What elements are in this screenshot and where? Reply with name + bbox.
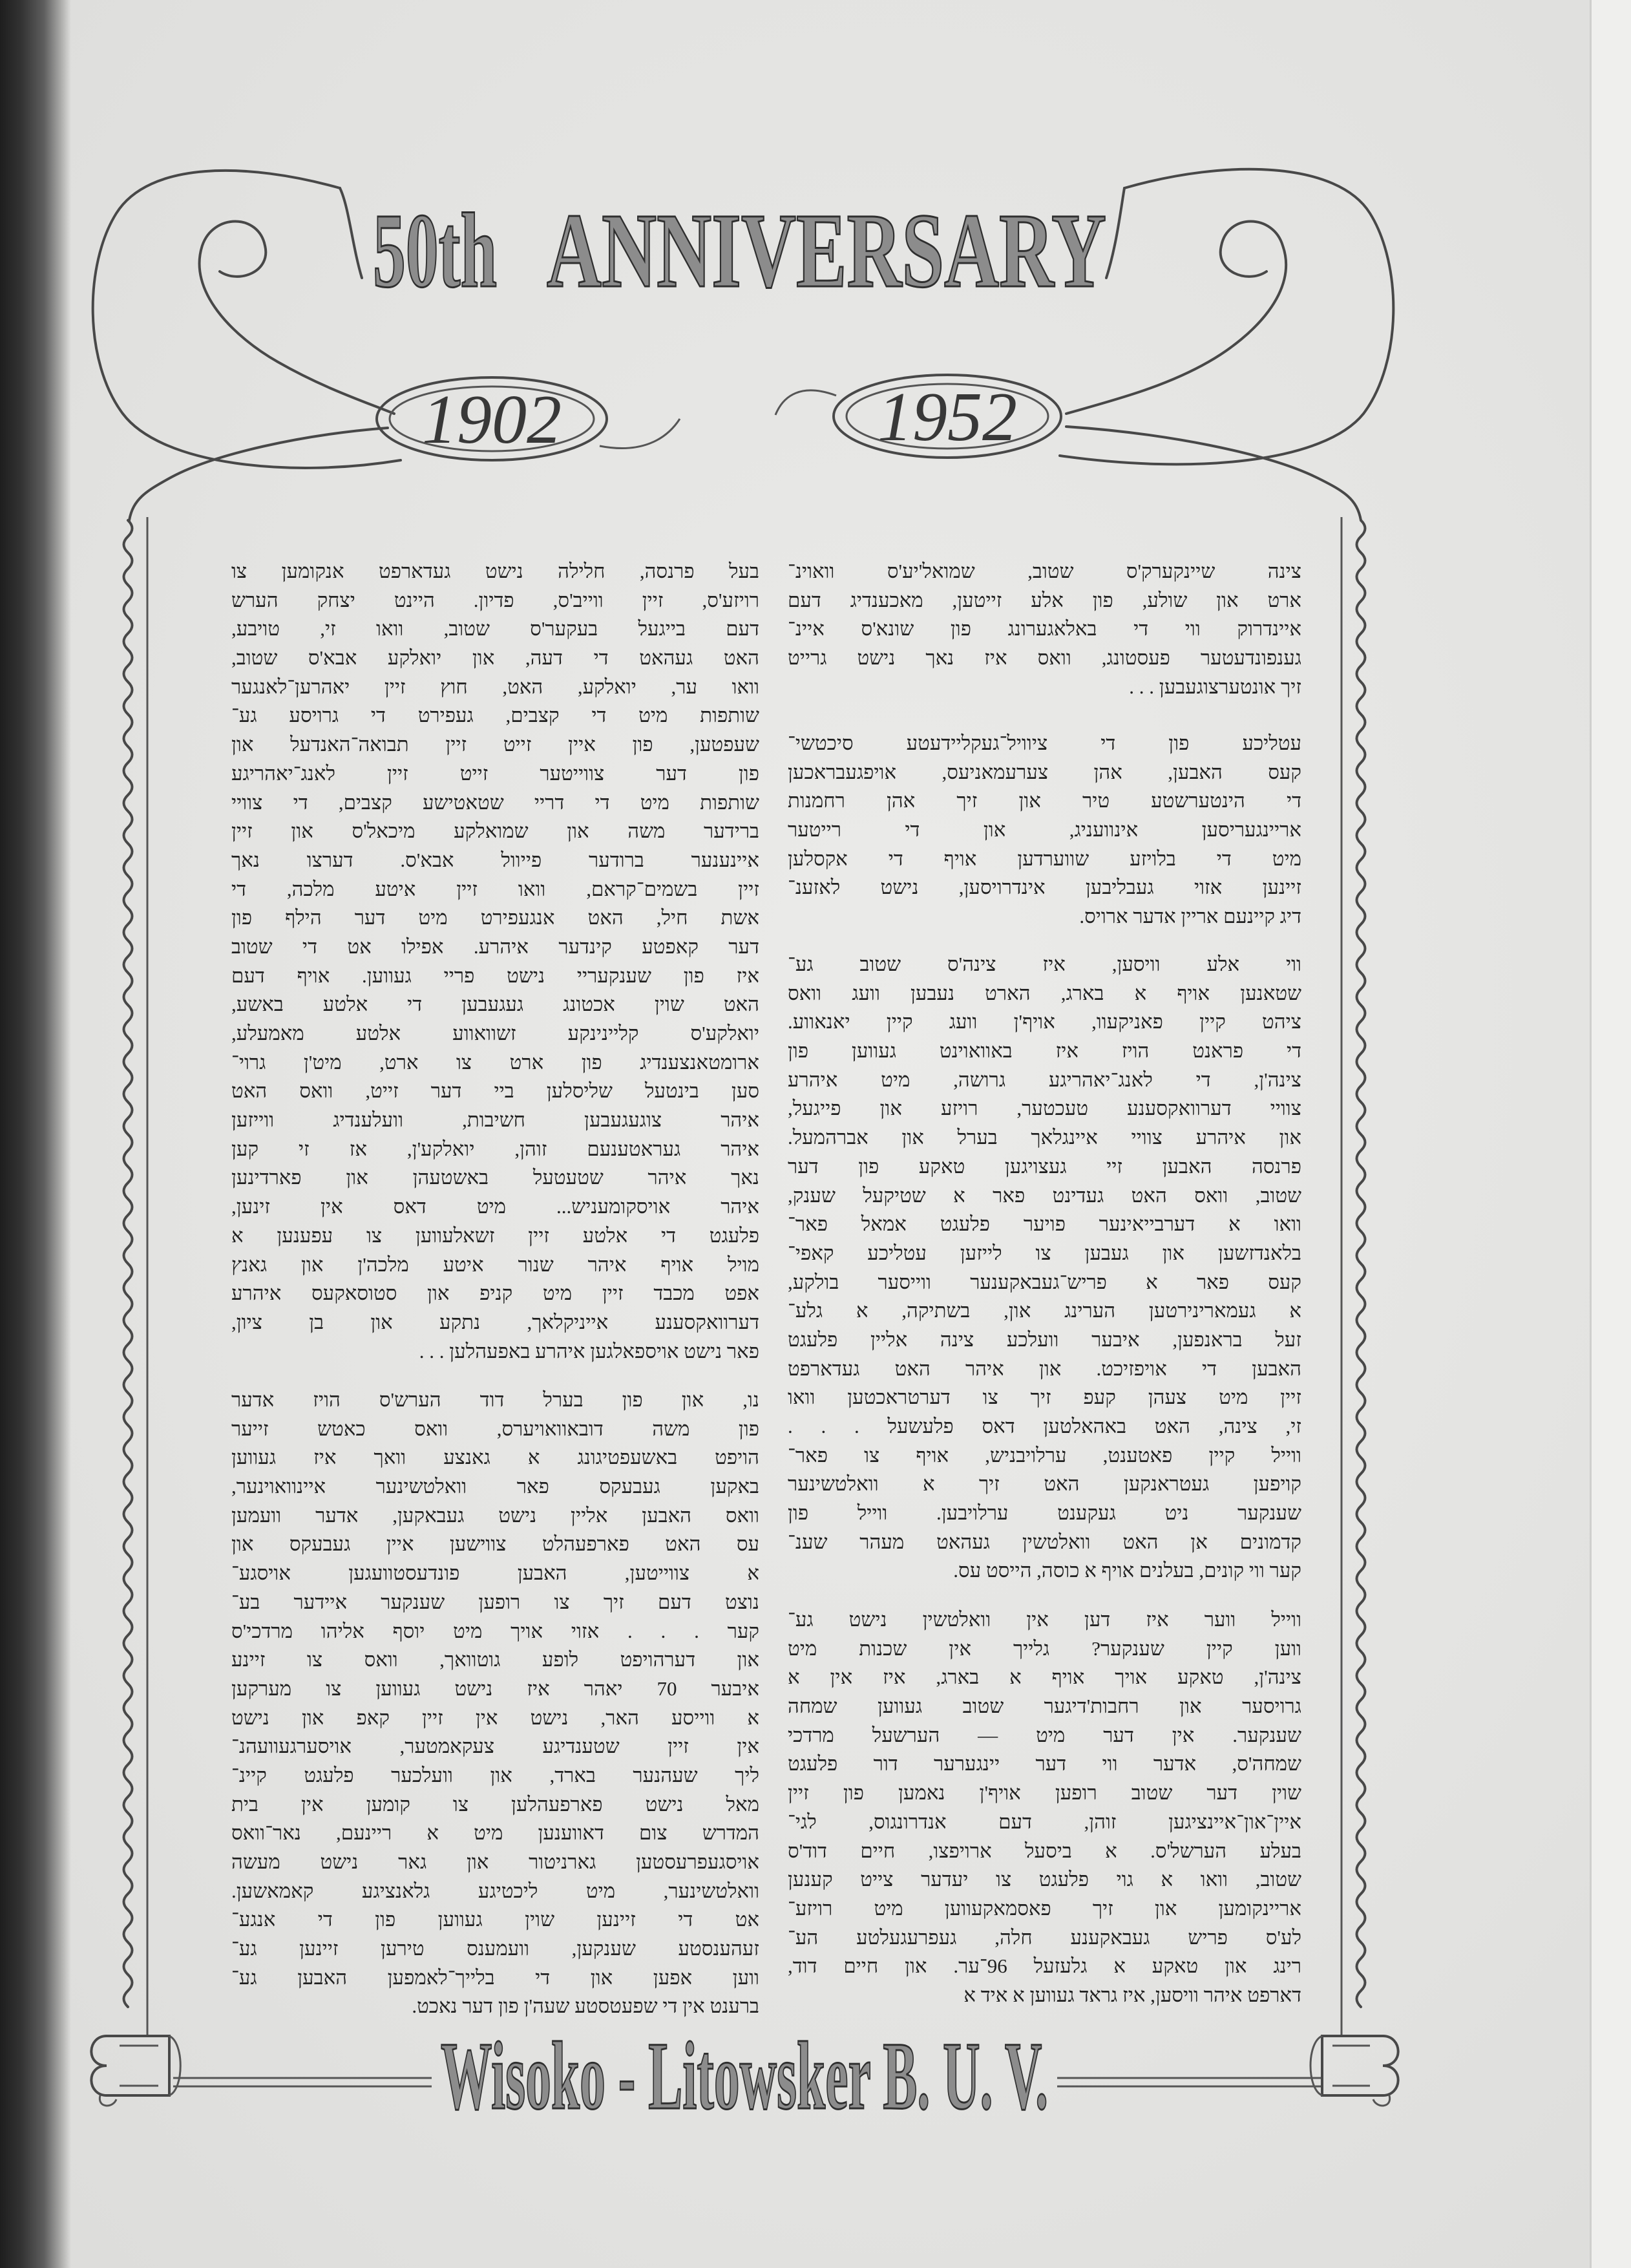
text-line: ציהט קיין פאניקעוו, אויף'ן וועג קיין יאנאווע. — [788, 1010, 1301, 1033]
paragraph — [788, 950, 1301, 1585]
text-line: דער קאפטע קינדער איהרע. אפילו אט די שטוב — [231, 935, 759, 958]
text-line: אשת חיל, האט אנגעפירט מיט דער הילף פון — [231, 906, 759, 929]
text-line: זיינען אזוי געבליבען אינדרויסען, נישט לאזענ־ — [788, 876, 1301, 899]
text-line: איהר געראטענעם זוהן, יואלקע'ן, אז זי קען — [231, 1137, 759, 1160]
text-line: זעהענסטע שענקען, וועמענס טירען זיינען גע־ — [231, 1937, 759, 1960]
text-line: וואלטשינער, מיט ליכטיגע גלאנציגע קאמאשען. — [231, 1879, 759, 1902]
text-line: האבען די אויפזיכט. און איהר האט געדארפט — [788, 1357, 1301, 1380]
text-line: רינג און טאקע א גלעזעל 96־ער. און חיים דוד, — [788, 1955, 1301, 1978]
text-line: אפט מכבד זיין מיט קניפ און סטוסאקעס איהרע — [231, 1282, 759, 1305]
text-line: עס האט פארפעהלט צווישען איין געבעקס און — [231, 1532, 759, 1556]
text-line: גענפונדעטער פעסטונג, וואס איז נאך נישט גרייט — [788, 646, 1301, 670]
text-line: שענקער. אין דער מיט — הערשעל מרדכי — [788, 1723, 1301, 1746]
text-line: בעל פרנסה, חלילה נישט געדארפט אנקומען צו — [231, 560, 759, 582]
text-line: קער ווי קונים, בעלנים אויף א כוסה, הייסט עס. — [953, 1559, 1301, 1582]
text-line: וואו א דערבייאינער פויער פלעגט אמאל פאר־ — [788, 1213, 1301, 1236]
text-line: עטליכע פון די ציוויל־געקליידעטע סיכטשי־ — [788, 732, 1301, 754]
text-line: הויפט באשעפטיגונג א גאנצע וואך איז געווען — [231, 1446, 759, 1469]
text-line: נו, און פון בערל דוד הערש'ס הויז אדער — [231, 1388, 759, 1411]
text-line: בעלע הערשל'ס. א ביסעל ארויפצו, חיים דוד'ס — [788, 1839, 1301, 1862]
text-line: שוין דער שטוב רופען אויף'ן נאמען פון זיין — [788, 1781, 1301, 1805]
text-line: דעם בייגעל בעקער'ס שטוב, וואו זי, טויבע, — [231, 617, 759, 641]
text-line: זיך אונטערצוגעבען . . . — [1129, 675, 1301, 698]
text-line: צוויי דערוואקסענע טעכטער, רויזע און פייגעל, — [788, 1097, 1301, 1120]
text-line: לע'ס פריש געבאקענע חלה, געפרעגעלטע הע־ — [788, 1925, 1301, 1949]
paragraph — [231, 557, 759, 1366]
text-line: מויל אויף איהר שנור איטע מלכה'ן און גאנץ — [231, 1253, 759, 1276]
text-line: זיין בשמים־קראם, וואו זיין איטע מלכה, די — [231, 877, 759, 900]
text-line: קויפען געטראנקען האט זיך א וואלטשינער — [788, 1472, 1301, 1496]
text-line: איהר אויסקומעניש... מיט דאס אין זינען, — [231, 1195, 759, 1218]
text-line: ווייל ווער איז דען אין וואלטשין נישט גע־ — [788, 1608, 1301, 1631]
text-line: איינענער ברודער פייוול אבא'ס. דערצו נאך — [231, 848, 759, 871]
title-word: ANNIVERSARY — [547, 191, 1106, 310]
text-line: ארט און שולע, פון אלע זייטען, מאכענדיג דעם — [788, 588, 1301, 611]
column-left — [231, 0, 759, 2268]
corner-ornament-left — [91, 2036, 180, 2106]
corner-ornament-right — [1310, 2036, 1398, 2106]
text-line: אויסגעפרעסטען גארניטור און גאר נישט מעשה — [231, 1850, 759, 1873]
text-line: איין־און־איינציגען זוהן, דעם אנדרונגוס, לגי־ — [788, 1810, 1301, 1833]
text-line: זיין מיט צעהן קעפ זיך צו דערטראכטען וואו — [788, 1386, 1301, 1409]
text-line: א ווייסע האר, נישט אין זיין קאפ און נישט — [231, 1706, 759, 1729]
text-line: מיט די בלויזע שווערדען אויף די אקסלען — [788, 847, 1301, 870]
text-line: ווייל קיין פאטענט, ערלויבניש, אויף צו פאר־ — [788, 1443, 1301, 1467]
text-line: קדמונים אן האט וואלטשין געהאט מעהר שענ־ — [788, 1530, 1301, 1553]
wavy-border-right — [1357, 520, 1365, 2007]
text-line: דארפט איהר וויסען, איז גראד געווען א איד א — [963, 1983, 1301, 2006]
text-line: האט געהאט די דעה, און יואלקע אבא'ס שטוב, — [231, 646, 759, 670]
text-line: אט די זיינען שוין געווען פון די אנגע־ — [231, 1908, 759, 1931]
text-line: פאר נישט אויספאלגען איהרע באפעהלען . . . — [419, 1339, 759, 1362]
text-line: ברידער משה און שמואלקע מיכאל'ס און זיין — [231, 820, 759, 843]
text-line: ארומטאנצענדיג פון ארט צו ארט, מיט'ן גרוי־ — [231, 1050, 759, 1074]
text-line: און איהרע צוויי איינגלאך בערל און אברהמעל. — [788, 1126, 1301, 1149]
year-start: 1902 — [422, 381, 562, 458]
text-line: רויזע'ס, זיין ווייב'ס, פדיון. היינט יצחק הערש — [231, 588, 759, 611]
text-line: באקען געבעקס פאר וואלטשינער איינוואוינער, — [231, 1475, 759, 1498]
text-line: צינה שיינקערק'ס שטוב, שמואל'יע'ס וואוינ־ — [788, 560, 1301, 582]
text-line: ווען קיין שענקער? גלייך אין שכנות מיט — [788, 1637, 1301, 1660]
text-line: נוצט דעם זיך צו רופען שענקער איידער בע־ — [231, 1590, 759, 1613]
text-line: שטאנען אויף א בארג, הארט נעבען וועג וואס — [788, 981, 1301, 1004]
text-line: איז פון שענקעריי נישט פריי געווען. אויף דעם — [231, 964, 759, 987]
text-line: א צווייטען, האבען פונדעסטוועגען אויסגע־ — [231, 1562, 759, 1585]
text-line: האט שוין אכטונג געגעבען די אלטע באשע, — [231, 993, 759, 1016]
text-line: מאל נישט פארפעהלען צו קומען אין בית — [231, 1792, 759, 1816]
text-line: ווי אלע וויסען, איז צינה'ס שטוב גע־ — [788, 953, 1301, 975]
column-right — [788, 0, 1301, 2268]
text-line: אריינקומען און זיך פאסמאקעווען מיט רויזע־ — [788, 1896, 1301, 1920]
text-line: איהר צוגעגעבען חשיבות, וועלענדיג ווייזען — [231, 1108, 759, 1132]
paragraph — [788, 1606, 1301, 2010]
text-line: איבער 70 יאהר איז נישט געווען צו מערקען — [231, 1677, 759, 1700]
year-end: 1952 — [878, 379, 1017, 456]
text-line: וואו ער, יואלקע, האט, חוץ זיין יאהרען־לאנגער — [231, 675, 759, 698]
text-line: שטוב, וואו א גוי פלעגט צו יעדער צייט קענען — [788, 1868, 1301, 1891]
text-line: קעס פאר א פריש־געבאקענער ווייסער בולקע, — [788, 1270, 1301, 1293]
paragraph — [231, 1386, 759, 2021]
text-line: די פראנט הויז איז באוואוינט געווען פון — [788, 1039, 1301, 1063]
text-line: המדרש צום דאווענען מיט א ריינעם, נאר־וואס — [231, 1821, 759, 1845]
text-line: ליך שעהנער בארד, און וועלכער פלעגט קיינ־ — [231, 1763, 759, 1786]
text-line: שעפטען, פון איין זייט זיין תבואה־האנדעל און — [231, 733, 759, 756]
text-line: א געמארינירטען הערינג און, בשתיקה, א גלע־ — [788, 1299, 1301, 1322]
text-line: אריינגעריסען אינוועניג, און די רייטער — [788, 818, 1301, 842]
text-line: שותפות מיט די קצבים, געפירט די גרויסע גע־ — [231, 704, 759, 727]
text-line: שענקער ניט געקענט ערלויבען. ווייל פון — [788, 1501, 1301, 1525]
text-line: פלעגט די אלטע זיין זשאלעווען צו עפענען א — [231, 1224, 759, 1247]
text-line: דערוואקסענע אייניקלאך, נתקע און בן ציון, — [231, 1310, 759, 1333]
text-line: זעל בראנפען, איבער וועלכע צינה אליין פלעגט — [788, 1328, 1301, 1351]
text-line: יואלקע'ס קליינינקע זשוואווע אלטע מאמעלע, — [231, 1022, 759, 1044]
title-number: 50th — [373, 191, 497, 310]
text-line: בלאנדזשען און געבען צו לייזען עטליכע קאפי־ — [788, 1241, 1301, 1264]
paragraph — [788, 729, 1301, 931]
wavy-border-left — [124, 520, 132, 2007]
text-line: זי, צינה, האט באהאלטען דאס פלעשעל . . . — [788, 1415, 1301, 1437]
text-line: קער . . . אזוי אויך מיט יוסף אליהו מרדכי'ס — [231, 1619, 759, 1642]
text-line: קעס האבען, אהן צערעמאניעס, אויפגעבראכען — [788, 760, 1301, 783]
text-line: גרויסער און רחבות'דיגער שטוב געווען שמחה — [788, 1695, 1301, 1718]
text-line: נאך איהר שטעטעל באשטעהן און פארדינען — [231, 1166, 759, 1189]
text-line: שותפות מיט די דריי שטאטישע קצבים, די צוויי — [231, 790, 759, 814]
text-line: צינה'ן, טאקע אויך אויף א בארג, איז אין א — [788, 1666, 1301, 1689]
paragraph — [788, 557, 1301, 701]
text-line: שטוב, וואס האט געדינט פאר א שטיקעל שענק, — [788, 1183, 1301, 1207]
text-line: צינה'ן, די לאנג־יאהריגע גרושה, מיט איהרע — [788, 1068, 1301, 1091]
text-line: סען בינטעל שליסלען ביי דער זייט, וואס האט — [231, 1079, 759, 1103]
text-line: פון דער צווייטער זייט זיין לאנג־יאהריגע — [231, 761, 759, 785]
text-line: אין זיין שטענדיגע צעקאמטער, אויסערגעוועהנ־ — [231, 1735, 759, 1758]
text-line: דיג קיינעם אריין אדער ארויס. — [1079, 905, 1301, 928]
text-line: ברענט אין די שפעטסטע שעה'ן פון דער נאכט. — [412, 1995, 759, 2018]
text-line: און דערהויפט לופע גוטוואך, וואס צו זיינע — [231, 1648, 759, 1671]
text-line: די הינטערשטע טיר און זיך אהן רחמנות — [788, 789, 1301, 812]
text-line: פון משה דובאוואויערס, וואס כאטש זייער — [231, 1417, 759, 1440]
text-line: פרנסה האבען זיי געצויגען טאקע פון דער — [788, 1154, 1301, 1178]
text-line: שמחה'ס, אדער ווי דער יינגערער דור פלעגט — [788, 1752, 1301, 1775]
text-line: ווען אפען און די בלייך־לאמפען האבען גע־ — [231, 1966, 759, 1989]
text-line: וואס האבען אליין נישט געבאקען, אדער וועמען — [231, 1503, 759, 1527]
text-line: איינדרוק ווי די באלאגערונג פון שונא'ס איינ־ — [788, 617, 1301, 641]
organization-name: Wisoko - Litowsker B. U. V. — [441, 2022, 1048, 2130]
